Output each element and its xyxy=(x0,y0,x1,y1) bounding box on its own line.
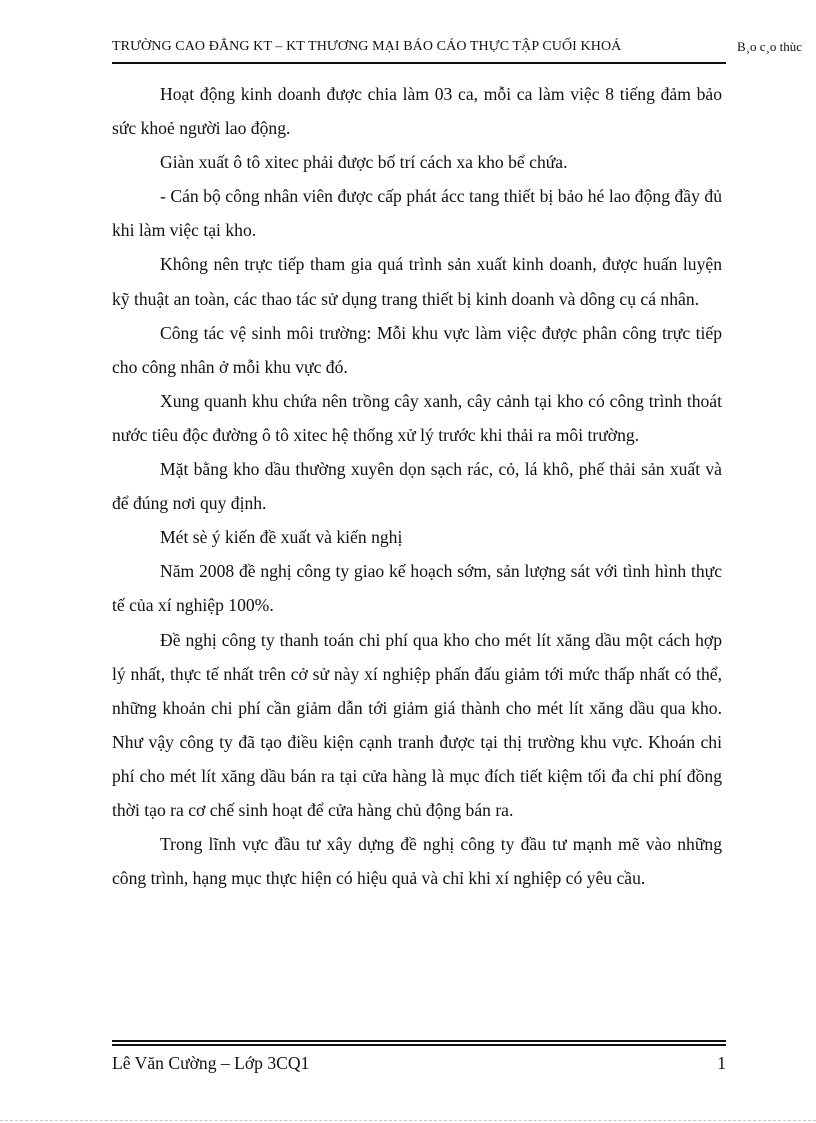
footer-author: Lê Văn Cường – Lớp 3CQ1 xyxy=(112,1053,310,1073)
paragraph: Công tác vệ sinh môi trường: Mỗi khu vực làm việc được phân công trực tiếp cho công nhân ở mỗi khu vực đó. xyxy=(112,322,722,377)
page-edge xyxy=(0,1120,816,1121)
paragraph: Giàn xuất ô tô xitec phải được bố trí cách xa kho bể chứa. xyxy=(160,152,568,173)
paragraph: Hoạt động kinh doanh được chia làm 03 ca, mỗi ca làm việc 8 tiếng đảm bảo sức khoẻ người lao động. xyxy=(112,84,722,139)
header-report-title: B¸o c¸o thùc xyxy=(737,39,802,54)
paragraph: Đề nghị công ty thanh toán chi phí qua kho cho mét lít xăng dầu một cách hợp lý nhất, thực tế nhất trên cở sử này xí nghiệp phấn đấu giảm tới mức thấp nhất có thể, những khoản chi phí cần giảm dẫn tới giảm giá thành cho mét lít xăng dầu qua kho. Như vậy công ty đã tạo điều kiện cạnh tranh được tại thị trường khu vực. Khoán chi phí cho mét lít xăng dầu bán ra tại cửa hàng là mục đích tiết kiệm tối đa chi phí đồng thời tạo ra cơ chế sinh hoạt để cửa hàng chủ động bán ra. xyxy=(112,629,722,820)
paragraph: Năm 2008 đề nghị công ty giao kế hoạch sớm, sản lượng sát với tình hình thực tế của xí nghiệp 100%. xyxy=(112,561,722,616)
paragraph: Xung quanh khu chứa nên trồng cây xanh, cây cảnh tại kho có công trình thoát nước tiêu độc đường ô tô xitec hệ thống xử lý trước khi thải ra môi trường. xyxy=(112,390,722,445)
document-body xyxy=(112,77,722,895)
paragraph: Không nên trực tiếp tham gia quá trình sản xuất kinh doanh, được huấn luyện kỹ thuật an toàn, các thao tác sử dụng trang thiết bị kinh doanh và dông cụ cá nhân. xyxy=(112,254,722,309)
page-header xyxy=(112,39,816,59)
page-number: 1 xyxy=(717,1053,726,1073)
footer-rule-top xyxy=(112,1040,726,1042)
header-rule xyxy=(112,62,726,64)
paragraph: Mặt bằng kho dầu thường xuyên dọn sạch rác, cỏ, lá khô, phế thải sản xuất và để đúng nơi quy định. xyxy=(112,459,722,514)
paragraph: - Cán bộ công nhân viên được cấp phát ácc tang thiết bị bảo hé lao động đầy đủ khi làm việc tại kho. xyxy=(112,186,722,241)
header-school-title: TRƯỜNG CAO ĐẲNG KT – KT THƯƠNG MẠI BÁO CÁO THỰC TẬP CUỐI KHOÁ xyxy=(112,39,622,54)
section-heading: Mét sè ý kiến đề xuất và kiến nghị xyxy=(160,527,403,548)
footer-rule-bottom xyxy=(112,1044,726,1046)
paragraph: Trong lĩnh vực đầu tư xây dựng đề nghị công ty đầu tư mạnh mẽ vào những công trình, hạng mục thực hiện có hiệu quả và chỉ khi xí nghiệp có yêu cầu. xyxy=(112,834,722,889)
